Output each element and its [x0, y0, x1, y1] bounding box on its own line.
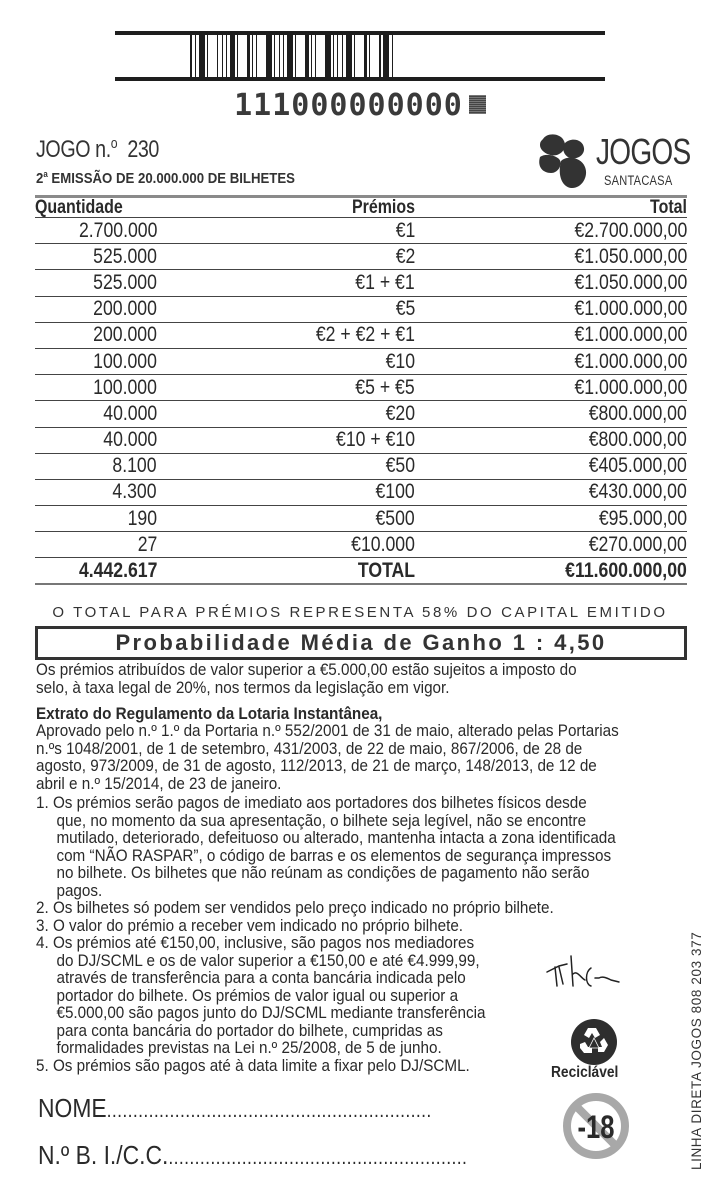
regulation-intro-line: n.ºs 1048/2001, de 1 de setembro, 431/2003, de 22 de maio, 867/2006, de 28 de [36, 739, 583, 758]
game-number-value: 230 [127, 136, 159, 163]
table-row [35, 454, 687, 480]
barcode-bar [226, 35, 227, 77]
prize-cell: €5 [395, 297, 415, 321]
table-row [35, 375, 687, 401]
emission-info [36, 169, 295, 187]
quantity-cell: 40.000 [103, 428, 157, 452]
barcode-bar [283, 35, 284, 77]
prize-cell: €100 [375, 480, 415, 504]
regulation-item-line: formalidades previstas na Lei n.º 25/2008, de 5 de junho. [56, 1039, 442, 1057]
regulation-intro-line: abril e n.º 15/2014, de 23 de janeiro. [36, 774, 282, 793]
regulation-intro [36, 723, 686, 793]
total-amount: €11.600.000,00 [565, 558, 687, 582]
quantity-cell: 200.000 [93, 297, 157, 321]
regulation-item-line: com “NÃO RASPAR”, o código de barras e os elementos de segurança impressos [56, 846, 612, 865]
logo-sub-text: SANTACASA [604, 173, 673, 188]
quantity-cell: 190 [127, 506, 157, 530]
barcode-bar [252, 35, 253, 77]
barcode-bar [237, 35, 238, 77]
barcode-bar [325, 35, 331, 77]
total-cell: €1.050.000,00 [574, 244, 687, 268]
regulation-item-line: pagos. [56, 881, 103, 900]
table-row [35, 297, 687, 323]
total-cell: €95.000,00 [598, 506, 687, 530]
prize-cell: €1 + €1 [355, 270, 415, 294]
header-premios: Prémios [352, 196, 415, 218]
barcode-bar [222, 35, 223, 77]
name-dotted-line[interactable]: .............................................................. [106, 1100, 432, 1122]
id-field[interactable] [38, 1140, 467, 1171]
prize-cell: €50 [385, 454, 415, 478]
tax-note-line: selo, à taxa legal de 20%, nos termos da legislação em vigor. [36, 678, 450, 697]
total-label: TOTAL [357, 558, 415, 582]
regulation-title [36, 706, 686, 724]
regulation-item-line: portador do bilhete. Os prémios de valor igual ou superior a [56, 986, 459, 1005]
regulation-item-line: 2. Os bilhetes só podem ser vendidos pelo preço indicado no próprio bilhete. [36, 899, 554, 917]
barcode-bottom-rail [115, 77, 605, 81]
table-row [35, 506, 687, 532]
quantity-cell: 40.000 [103, 401, 157, 425]
game-label: JOGO n. [36, 136, 111, 163]
percent-note: O TOTAL PARA PRÉMIOS REPRESENTA 58% DO CAPITAL EMITIDO [52, 604, 668, 621]
barcode-bar [379, 35, 381, 77]
prize-cell: €5 + €5 [355, 375, 415, 399]
barcode-bar [207, 35, 208, 77]
total-cell: €1.050.000,00 [574, 270, 687, 294]
header-total: Total [650, 196, 687, 218]
barcode-bar [190, 35, 192, 77]
ticket-number-text: 111000000000 [234, 88, 463, 123]
table-row [35, 218, 687, 244]
barcode-top-rail [115, 31, 605, 35]
clover-logo-icon [537, 133, 593, 191]
quantity-cell: 8.100 [112, 454, 157, 478]
barcode-bar [305, 35, 309, 77]
recycle-label: Reciclável [551, 1064, 619, 1081]
barcode-bar [369, 35, 370, 77]
barcode-bar [346, 35, 352, 77]
barcode-bar [266, 35, 272, 77]
quantity-cell: 525.000 [93, 244, 157, 268]
regulation-title-text: Extrato do Regulamento da Lotaria Instantânea, [36, 705, 383, 723]
barcode-bar [217, 35, 218, 77]
table-row [35, 401, 687, 427]
barcode-bar [354, 35, 355, 77]
prize-cell: €10.000 [351, 532, 415, 556]
barcode-bar [295, 35, 296, 77]
name-field[interactable] [38, 1093, 432, 1124]
prize-cell: €500 [375, 506, 415, 530]
regulation-item-line: do DJ/SCML e os de valor superior a €150,00 e até €4.999,99, [56, 951, 480, 970]
regulation-item-line: €5.000,00 são pagos junto do DJ/SCML mediante transferência [56, 1004, 486, 1022]
recycle-icon [570, 1018, 618, 1066]
quantity-cell: 525.000 [93, 270, 157, 294]
barcode-bar [383, 35, 389, 77]
regulation-item-line: 1. Os prémios serão pagos de imediato aos portadores dos bilhetes físicos desde [36, 794, 587, 812]
table-row [35, 428, 687, 454]
emission-ordinal-sup: a [43, 169, 48, 179]
prize-cell: €2 [395, 244, 415, 268]
barcode-bar [364, 35, 367, 77]
regulation-item-line: 4. Os prémios até €150,00, inclusive, são pagos nos mediadores [36, 934, 475, 952]
name-label: NOME [38, 1093, 107, 1123]
barcode-bar [315, 35, 316, 77]
quantity-cell: 200.000 [93, 323, 157, 347]
prize-cell: €10 + €10 [336, 428, 415, 452]
id-dotted-line[interactable]: ......................................................... [168, 1147, 468, 1169]
barcode-bar [392, 35, 393, 77]
quantity-cell: 100.000 [93, 349, 157, 373]
total-cell: €800.000,00 [588, 401, 687, 425]
total-cell: €405.000,00 [588, 454, 687, 478]
table-row [35, 480, 687, 506]
id-label: N.º B. I./C.C. [38, 1140, 169, 1170]
table-row [35, 349, 687, 375]
game-number [36, 135, 159, 164]
barcode-bar [333, 35, 334, 77]
total-cell: €1.000.000,00 [574, 375, 687, 399]
regulation-item-line: mutilado, deteriorado, defeituoso ou alterado, mantenha intacta a zona identificada [56, 829, 616, 847]
barcode-bar [287, 35, 293, 77]
regulation-item-line: através de transferência para a conta bancária indicada pelo [56, 969, 466, 987]
total-quantity: 4.442.617 [78, 558, 157, 582]
total-cell: €430.000,00 [588, 480, 687, 504]
prize-table [35, 198, 687, 585]
total-cell: €800.000,00 [588, 428, 687, 452]
total-cell: €1.000.000,00 [574, 297, 687, 321]
barcode-bar [274, 35, 275, 77]
tax-note [36, 662, 686, 697]
regulation-item-line: para conta bancária do portador do bilhete, cumpridas as [56, 1021, 443, 1040]
hotline-text: LINHA DIRETA JOGOS 808 203 377 [689, 931, 704, 1170]
age-badge-text: -18 [577, 1110, 615, 1146]
probability-text: Probabilidade Média de Ganho 1 : 4,50 [115, 630, 607, 655]
prize-cell: €2 + €2 + €1 [315, 323, 415, 347]
prize-cell: €20 [385, 401, 415, 425]
regulation-item-line: 3. O valor do prémio a receber vem indicado no próprio bilhete. [36, 916, 464, 935]
game-ordinal: o [110, 135, 118, 152]
table-row [35, 244, 687, 270]
logo-brand-text: JOGOS [596, 131, 691, 172]
table-row [35, 270, 687, 296]
quantity-cell: 2.700.000 [78, 218, 157, 242]
quantity-cell: 4.300 [112, 480, 157, 504]
barcode-bar [247, 35, 250, 77]
total-cell: €1.000.000,00 [574, 349, 687, 373]
table-total-row [35, 558, 687, 584]
emission-ordinal: 2 [36, 170, 44, 187]
barcode-bar [311, 35, 312, 77]
total-cell: €2.700.000,00 [574, 218, 687, 242]
quantity-cell: 100.000 [93, 375, 157, 399]
prize-cell: €1 [395, 218, 415, 242]
ticket-number [0, 88, 720, 123]
barcode-bar [279, 35, 280, 77]
total-cell: €270.000,00 [588, 532, 687, 556]
barcode-bar [199, 35, 205, 77]
barcode-bar [230, 35, 235, 77]
probability-box [35, 626, 687, 660]
regulation-item-line: no bilhete. Os bilhetes que não reúnam as condições de pagamento não serão [56, 864, 590, 882]
regulation-item-line: 5. Os prémios são pagos até à data limite a fixar pelo DJ/SCML. [36, 1056, 470, 1075]
quantity-cell: 27 [137, 532, 157, 556]
check-square-icon [469, 95, 486, 114]
regulation-intro-line: Aprovado pelo n.º 1.º da Portaria n.º 552/2001 de 31 de maio, alterado pelas Portarias [36, 722, 619, 740]
barcode [115, 31, 605, 82]
prize-cell: €10 [385, 349, 415, 373]
table-row [35, 323, 687, 349]
barcode-bar [342, 35, 343, 77]
tax-note-line: Os prémios atribuídos de valor superior a €5.000,00 estão sujeitos a imposto do [36, 661, 577, 679]
barcode-bar [256, 35, 257, 77]
signature [545, 952, 625, 992]
emission-text: EMISSÃO DE 20.000.000 DE BILHETES [51, 170, 295, 187]
table-header-row [35, 198, 687, 218]
table-row [35, 532, 687, 558]
barcode-bar [337, 35, 338, 77]
regulation-item-line: que, no momento da sua apresentação, o bilhete seja legível, não se encontre [56, 811, 587, 830]
barcode-bar [195, 35, 196, 77]
regulation-intro-line: agosto, 973/2009, de 31 de agosto, 112/2013, de 21 de março, 148/2013, de 12 de [36, 757, 597, 775]
total-cell: €1.000.000,00 [574, 323, 687, 347]
header-quantidade: Quantidade [35, 196, 123, 218]
age-restriction-icon [562, 1092, 630, 1160]
